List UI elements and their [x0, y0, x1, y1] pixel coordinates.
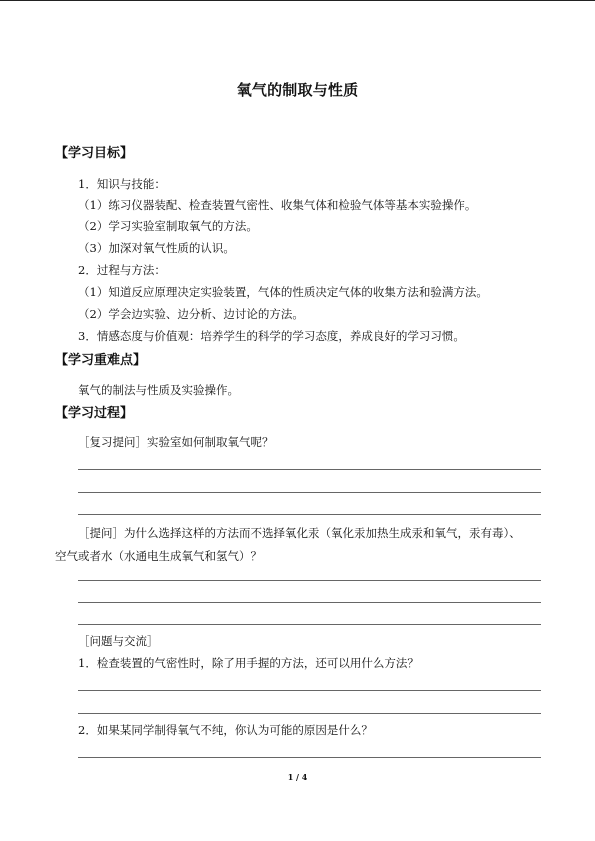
review-question: ［复习提问］实验室如何制取氧气呢？: [78, 435, 274, 449]
answer-line-9[interactable]: [78, 757, 541, 758]
objective-line-4: （3）加深对氧气性质的认识。: [78, 241, 235, 255]
document-title: 氧气的制取与性质: [236, 81, 359, 99]
objective-line-7: （2）学会边实验、边分析、边讨论的方法。: [78, 307, 304, 321]
discussion-question-1: 1．检查装置的气密性时，除了用手握的方法，还可以用什么方法？: [78, 656, 419, 670]
objective-line-8: 3．情感态度与价值观：培养学生的科学的学习态度，养成良好的学习习惯。: [78, 329, 465, 343]
answer-line-6[interactable]: [78, 624, 541, 625]
objective-line-6: （1）知道反应原理决定实验装置，气体的性质决定气体的收集方法和验满方法。: [78, 285, 488, 299]
objective-line-5: 2．过程与方法：: [78, 263, 166, 277]
answer-line-4[interactable]: [78, 580, 541, 581]
section-heading-key-points: 【学习重难点】: [55, 353, 147, 368]
answer-line-2[interactable]: [78, 492, 541, 493]
discussion-question-2: 2．如果某同学制得氧气不纯，你认为可能的原因是什么？: [78, 723, 373, 737]
page-number: 1 / 4: [287, 772, 308, 782]
answer-line-3[interactable]: [78, 514, 541, 515]
discussion-heading: ［问题与交流］: [78, 634, 159, 648]
answer-line-8[interactable]: [78, 713, 541, 714]
answer-line-1[interactable]: [78, 469, 541, 470]
objective-line-3: （2）学习实验室制取氧气的方法。: [78, 219, 258, 233]
key-points-text: 氧气的制法与性质及实验操作。: [78, 383, 239, 397]
objective-line-2: （1）练习仪器装配、检查装置气密性、收集气体和检验气体等基本实验操作。: [78, 198, 477, 212]
question-line-1: ［提问］为什么选择这样的方法而不选择氧化汞（氧化汞加热生成汞和氧气，汞有毒）、: [78, 526, 521, 540]
section-heading-objectives: 【学习目标】: [55, 146, 134, 161]
objective-line-1: 1．知识与技能：: [78, 177, 166, 191]
answer-line-7[interactable]: [78, 690, 541, 691]
answer-line-5[interactable]: [78, 602, 541, 603]
section-heading-process: 【学习过程】: [55, 406, 134, 421]
question-line-2: 空气或者水（水通电生成氧气和氢气）？: [55, 549, 262, 563]
